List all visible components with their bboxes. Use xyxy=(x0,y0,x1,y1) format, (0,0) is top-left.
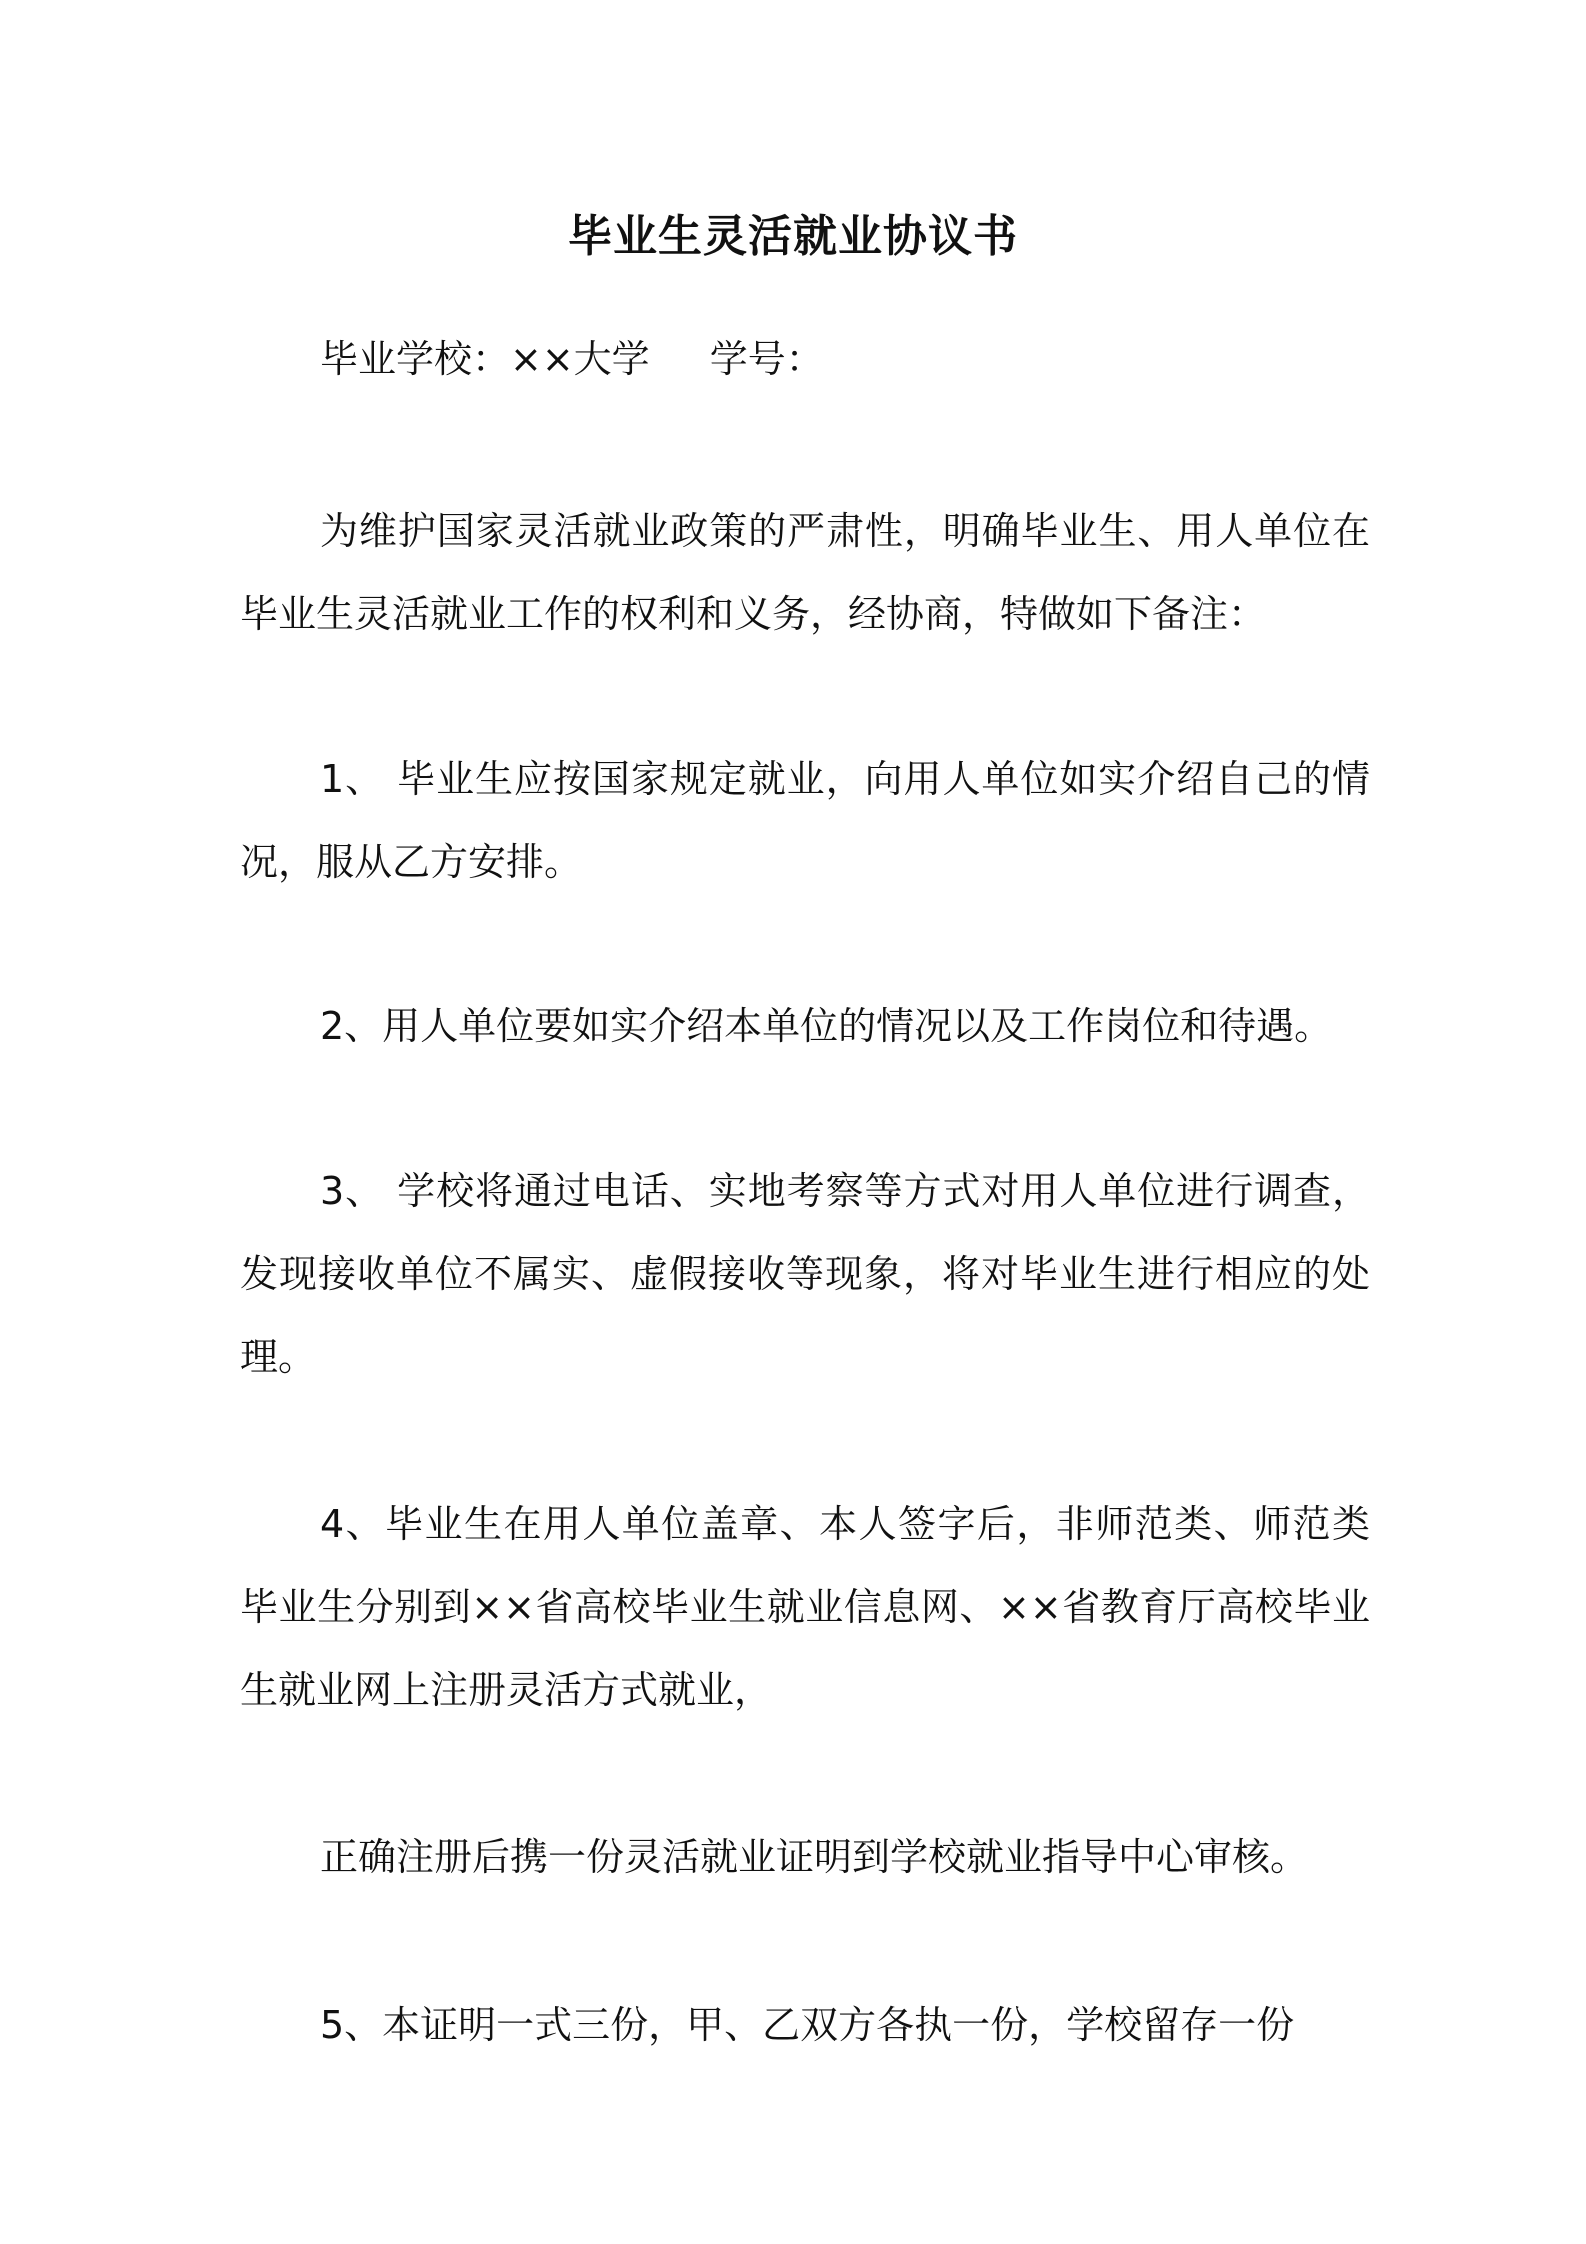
clause-4: 4、毕业生在用人单位盖章、本人签字后，非师范类、师范类毕业生分别到××省高校毕业生就业信息网、××省教育厅高校毕业生就业网上注册灵活方式就业， xyxy=(240,1502,1370,1712)
school-field: 毕业学校：××大学 xyxy=(320,337,650,381)
info-line xyxy=(320,330,824,388)
student-id-field: 学号： xyxy=(709,337,824,381)
clause-3: 3、 学校将通过电话、实地考察等方式对用人单位进行调查，发现接收单位不属实、虚假接收等现象，将对毕业生进行相应的处理。 xyxy=(240,1169,1370,1379)
document-title: 毕业生灵活就业协议书 xyxy=(568,211,1018,262)
clause-5: 5、本证明一式三份，甲、乙双方各执一份，学校留存一份 xyxy=(320,2003,1295,2047)
clause-1: 1、 毕业生应按国家规定就业，向用人单位如实介绍自己的情况，服从乙方安排。 xyxy=(240,757,1370,884)
clause-4-continued: 正确注册后携一份灵活就业证明到学校就业指导中心审核。 xyxy=(320,1835,1309,1879)
clause-2: 2、用人单位要如实介绍本单位的情况以及工作岗位和待遇。 xyxy=(320,1004,1333,1048)
intro-paragraph: 为维护国家灵活就业政策的严肃性，明确毕业生、用人单位在毕业生灵活就业工作的权利和义务，经协商，特做如下备注： xyxy=(240,509,1370,636)
